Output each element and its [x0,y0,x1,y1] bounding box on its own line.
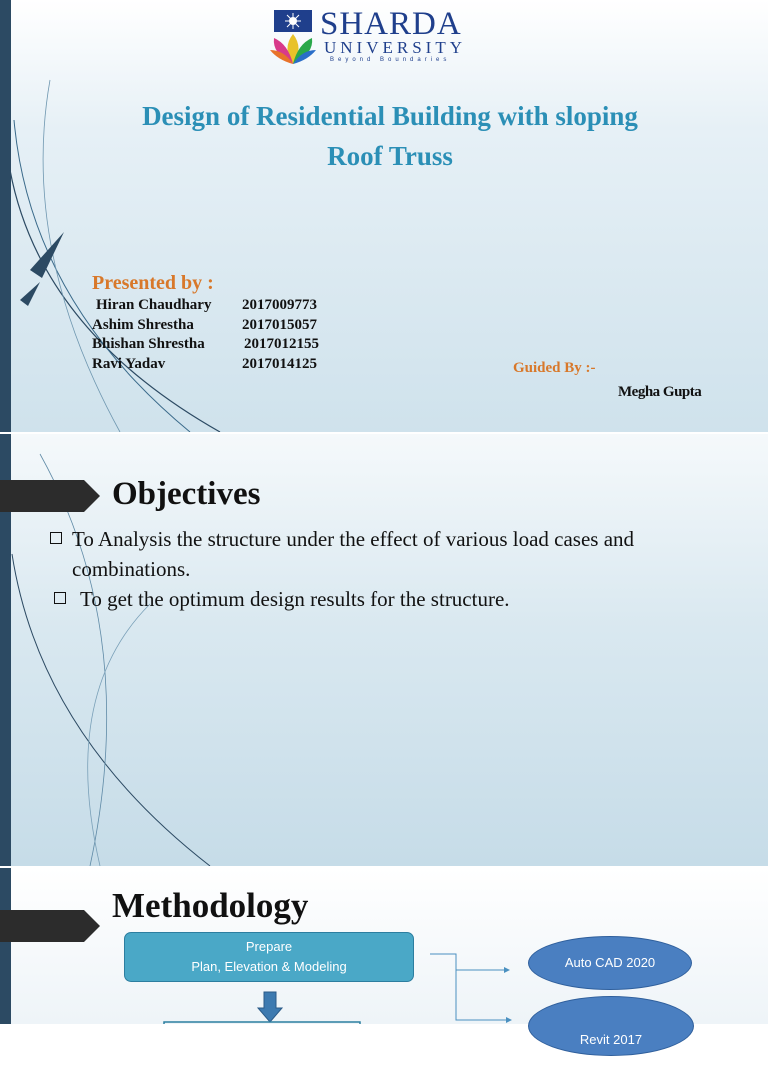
member-id: 2017009773 [242,297,317,313]
member-id: 2017014125 [242,355,317,372]
objectives-title: Objectives [112,476,261,512]
objective-item [50,524,750,584]
prepare-step-box [124,932,414,982]
methodology-slide [0,868,768,1047]
methodology-title: Methodology [112,886,309,925]
member-name: Hiran Chaudhary [96,297,212,313]
member-id: 2017015057 [242,316,317,333]
prepare-step-line1: Prepare [245,939,293,954]
objectives-list [50,524,750,614]
checkbox-bullet-icon [50,532,62,544]
tool-revit: Revit 2017 [528,996,694,1056]
objective-item [50,584,750,614]
logo-subtitle: UNIVERSITY [324,38,466,57]
logo-name: SHARDA [320,6,462,42]
objective-text: To Analysis the structure under the effect of various load cases and combinations. [72,527,635,581]
guided-by-heading: Guided By :- [513,360,596,376]
section-arrow-icon [0,480,100,512]
project-title-line1: Design of Residential Building with sloping [142,101,638,131]
objective-text: To get the optimum design results for the structure. [80,587,510,611]
tool-autocad: Auto CAD 2020 [528,936,692,990]
prepare-step-line2: Plan, Elevation & Modeling [191,959,347,974]
member-name: Ravi Yadav [92,355,166,372]
checkbox-bullet-icon [54,592,66,604]
lotus-icon [268,8,318,66]
project-title [60,96,720,176]
objectives-slide [0,434,768,866]
member-name: Ashim Shrestha [92,316,194,333]
project-title-line2: Roof Truss [327,141,453,171]
member-id: 2017012155 [244,336,319,352]
slide-left-bar [0,0,11,432]
presented-by-heading: Presented by : [92,272,214,294]
university-logo [268,8,498,68]
guide-name: Megha Gupta [618,384,702,400]
title-slide [0,0,768,432]
logo-tagline: Beyond Boundaries [330,57,451,63]
member-name: Bhishan Shrestha [92,336,205,352]
